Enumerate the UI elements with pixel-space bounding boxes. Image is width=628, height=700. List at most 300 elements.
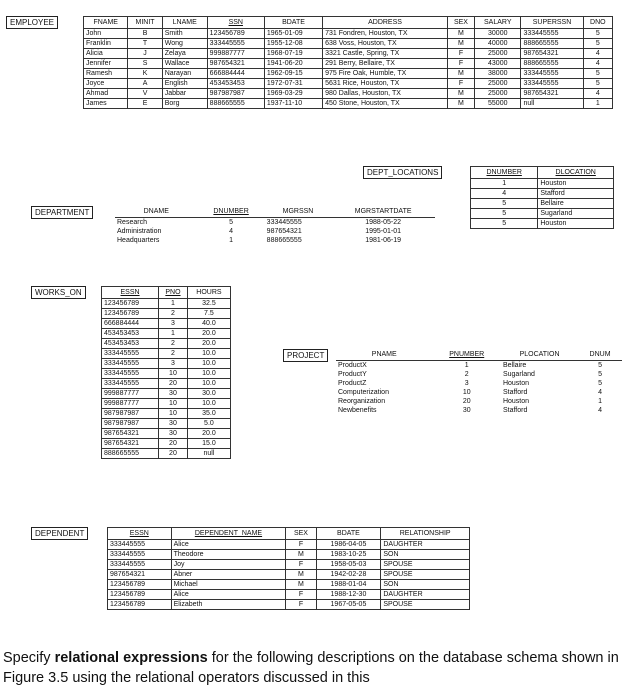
- table-cell: F: [447, 49, 474, 59]
- table-cell: Michael: [171, 580, 286, 590]
- table-cell: 20.0: [187, 429, 230, 439]
- col-header: DNO: [583, 17, 612, 29]
- table-cell: 5: [229, 219, 234, 226]
- table-row: [108, 540, 470, 550]
- col-header: BDATE: [316, 528, 381, 540]
- table-cell: James: [84, 99, 128, 109]
- table-cell: F: [286, 590, 316, 600]
- table-cell: Jennifer: [84, 59, 128, 69]
- works-on-label: WORKS_ON: [31, 286, 86, 299]
- table-cell: 1972-07-31: [264, 79, 322, 89]
- table-cell: 5: [598, 362, 602, 369]
- table-cell: Franklin: [84, 39, 128, 49]
- table-cell: M: [447, 99, 474, 109]
- table-cell: 333445555: [102, 349, 159, 359]
- table-cell: M: [447, 29, 474, 39]
- table-cell: S: [128, 59, 162, 69]
- department-header-row: [115, 206, 435, 218]
- table-cell: 1: [471, 179, 538, 189]
- table-row: [336, 388, 622, 397]
- table-cell: 40.0: [187, 319, 230, 329]
- table-cell: 5: [583, 29, 612, 39]
- table-cell: 987654321: [102, 439, 159, 449]
- table-cell: 20: [462, 398, 471, 405]
- col-header: DNUM: [578, 349, 622, 361]
- table-cell: Sugarland: [538, 209, 614, 219]
- table-cell: Jabbar: [162, 89, 207, 99]
- table-cell: 453453453: [102, 339, 159, 349]
- table-row: [471, 189, 614, 199]
- table-cell: Computerization: [338, 389, 389, 396]
- table-cell: 10.0: [187, 379, 230, 389]
- table-cell: Stafford: [538, 189, 614, 199]
- table-cell: Headquarters: [117, 237, 160, 244]
- table-row: [102, 309, 231, 319]
- table-cell: B: [128, 29, 162, 39]
- table-row: [102, 359, 231, 369]
- table-cell: 10.0: [187, 349, 230, 359]
- table-cell: Houston: [502, 398, 530, 405]
- table-row: [102, 429, 231, 439]
- table-cell: 1988-12-30: [316, 590, 381, 600]
- table-cell: 888665555: [102, 449, 159, 459]
- table-cell: John: [84, 29, 128, 39]
- table-cell: A: [128, 79, 162, 89]
- col-header: PLOCATION: [501, 349, 578, 361]
- table-cell: 5: [583, 79, 612, 89]
- table-row: [102, 419, 231, 429]
- table-cell: 10: [159, 399, 188, 409]
- table-cell: 999887777: [102, 399, 159, 409]
- table-cell: 987987987: [102, 419, 159, 429]
- table-cell: 1: [598, 398, 602, 405]
- employee-header-row: [84, 17, 613, 29]
- table-row: [84, 29, 613, 39]
- table-cell: 4: [583, 89, 612, 99]
- table-cell: 3321 Castle, Spring, TX: [323, 49, 448, 59]
- table-cell: 5: [583, 39, 612, 49]
- table-cell: 1981-06-19: [365, 237, 402, 244]
- table-cell: 25000: [475, 89, 521, 99]
- table-row: [336, 406, 622, 415]
- table-row: [471, 219, 614, 229]
- col-header: DNUMBER: [471, 167, 538, 179]
- table-cell: 333445555: [521, 69, 583, 79]
- table-cell: 4: [583, 49, 612, 59]
- table-cell: Stafford: [502, 407, 528, 414]
- table-cell: 30.0: [187, 389, 230, 399]
- table-cell: Bellaire: [538, 199, 614, 209]
- table-cell: 123456789: [108, 590, 172, 600]
- col-header: ADDRESS: [323, 17, 448, 29]
- table-cell: 3: [159, 359, 188, 369]
- table-cell: 35.0: [187, 409, 230, 419]
- table-cell: 638 Voss, Houston, TX: [323, 39, 448, 49]
- table-row: [108, 570, 470, 580]
- project-label: PROJECT: [283, 349, 328, 362]
- table-cell: 1965-01-09: [264, 29, 322, 39]
- table-row: [102, 329, 231, 339]
- table-cell: SON: [381, 550, 470, 560]
- table-cell: 30: [159, 389, 188, 399]
- col-header: DEPENDENT_NAME: [171, 528, 286, 540]
- table-cell: Borg: [162, 99, 207, 109]
- table-cell: 5.0: [187, 419, 230, 429]
- department-table: [115, 206, 435, 245]
- col-header: PNO: [159, 287, 188, 299]
- table-cell: 999887777: [102, 389, 159, 399]
- table-cell: 987654321: [207, 59, 264, 69]
- table-cell: Alicia: [84, 49, 128, 59]
- table-cell: Joy: [171, 560, 286, 570]
- table-cell: 888665555: [207, 99, 264, 109]
- table-cell: Houston: [538, 219, 614, 229]
- table-cell: Sugarland: [502, 371, 535, 378]
- table-cell: 333445555: [108, 540, 172, 550]
- col-header: ESSN: [102, 287, 159, 299]
- table-cell: 5: [471, 199, 538, 209]
- table-cell: 25000: [475, 79, 521, 89]
- table-cell: 1988-05-22: [365, 219, 402, 226]
- dependent-table: [107, 527, 470, 610]
- table-cell: 987654321: [266, 228, 302, 235]
- col-header: PNUMBER: [432, 349, 500, 361]
- table-cell: 1: [583, 99, 612, 109]
- table-cell: 4: [598, 389, 602, 396]
- table-cell: ProductZ: [338, 380, 367, 387]
- table-cell: SPOUSE: [381, 570, 470, 580]
- table-row: [102, 339, 231, 349]
- table-cell: 1986-04-05: [316, 540, 381, 550]
- table-cell: 5: [583, 69, 612, 79]
- table-cell: SON: [381, 580, 470, 590]
- table-cell: 666884444: [207, 69, 264, 79]
- table-cell: 10: [159, 369, 188, 379]
- table-cell: null: [187, 449, 230, 459]
- works-on-table: [101, 286, 231, 459]
- table-cell: M: [447, 39, 474, 49]
- table-cell: Smith: [162, 29, 207, 39]
- table-cell: Alice: [171, 540, 286, 550]
- table-cell: null: [521, 99, 583, 109]
- table-cell: 55000: [475, 99, 521, 109]
- table-cell: Elizabeth: [171, 600, 286, 610]
- project-table: [336, 349, 622, 415]
- table-row: [84, 99, 613, 109]
- table-cell: M: [286, 570, 316, 580]
- table-cell: 987654321: [521, 49, 583, 59]
- col-header: FNAME: [84, 17, 128, 29]
- table-cell: 7.5: [187, 309, 230, 319]
- table-row: [84, 39, 613, 49]
- table-row: [102, 319, 231, 329]
- table-cell: Wong: [162, 39, 207, 49]
- table-cell: T: [128, 39, 162, 49]
- table-row: [102, 369, 231, 379]
- col-header: SALARY: [475, 17, 521, 29]
- table-cell: 666884444: [102, 319, 159, 329]
- col-header: SUPERSSN: [521, 17, 583, 29]
- table-cell: 10.0: [187, 369, 230, 379]
- table-cell: 123456789: [102, 299, 159, 309]
- department-label: DEPARTMENT: [31, 206, 93, 219]
- table-row: [84, 89, 613, 99]
- table-cell: 20: [159, 449, 188, 459]
- col-header: DLOCATION: [538, 167, 614, 179]
- table-cell: 1969-03-29: [264, 89, 322, 99]
- table-cell: 10: [462, 389, 471, 396]
- table-cell: SPOUSE: [381, 560, 470, 570]
- table-cell: 123456789: [207, 29, 264, 39]
- table-cell: English: [162, 79, 207, 89]
- table-cell: 333445555: [102, 369, 159, 379]
- table-row: [102, 449, 231, 459]
- table-cell: M: [286, 550, 316, 560]
- table-cell: M: [286, 580, 316, 590]
- table-cell: 40000: [475, 39, 521, 49]
- table-row: [102, 389, 231, 399]
- table-row: [102, 439, 231, 449]
- table-cell: 38000: [475, 69, 521, 79]
- col-header: RELATIONSHIP: [381, 528, 470, 540]
- table-cell: 975 Fire Oak, Humble, TX: [323, 69, 448, 79]
- table-cell: Bellaire: [502, 362, 527, 369]
- table-cell: Theodore: [171, 550, 286, 560]
- table-cell: 3: [464, 380, 469, 387]
- col-header: DNAME: [115, 206, 197, 218]
- table-cell: 2: [464, 371, 469, 378]
- table-cell: V: [128, 89, 162, 99]
- table-cell: 30: [462, 407, 471, 414]
- table-row: [108, 550, 470, 560]
- table-cell: DAUGHTER: [381, 590, 470, 600]
- table-row: [108, 560, 470, 570]
- table-cell: Houston: [502, 380, 530, 387]
- table-cell: Narayan: [162, 69, 207, 79]
- table-cell: F: [447, 79, 474, 89]
- table-cell: 4: [598, 407, 602, 414]
- table-cell: 987987987: [102, 409, 159, 419]
- dependent-header-row: [108, 528, 470, 540]
- table-cell: 888665555: [521, 39, 583, 49]
- col-header: MINIT: [128, 17, 162, 29]
- table-cell: 1942-02-28: [316, 570, 381, 580]
- table-cell: 987654321: [521, 89, 583, 99]
- table-row: [102, 399, 231, 409]
- table-row: [102, 379, 231, 389]
- table-cell: 25000: [475, 49, 521, 59]
- table-cell: 333445555: [102, 379, 159, 389]
- table-cell: 5: [471, 219, 538, 229]
- table-cell: 1: [229, 237, 234, 244]
- table-cell: 15.0: [187, 439, 230, 449]
- col-header: SSN: [207, 17, 264, 29]
- dept-locations-header-row: [471, 167, 614, 179]
- table-cell: 1958-05-03: [316, 560, 381, 570]
- table-cell: 987987987: [207, 89, 264, 99]
- table-row: [84, 49, 613, 59]
- table-cell: E: [128, 99, 162, 109]
- table-cell: 1: [159, 299, 188, 309]
- table-cell: 1937-11-10: [264, 99, 322, 109]
- table-row: [471, 199, 614, 209]
- table-cell: 10.0: [187, 399, 230, 409]
- table-cell: J: [128, 49, 162, 59]
- project-header-row: [336, 349, 622, 361]
- table-cell: 450 Stone, Houston, TX: [323, 99, 448, 109]
- table-cell: 30: [159, 429, 188, 439]
- table-row: [115, 218, 435, 228]
- table-cell: 20.0: [187, 339, 230, 349]
- col-header: PNAME: [336, 349, 432, 361]
- table-cell: Houston: [538, 179, 614, 189]
- table-cell: 333445555: [108, 560, 172, 570]
- table-row: [102, 349, 231, 359]
- table-cell: F: [447, 59, 474, 69]
- table-cell: F: [286, 600, 316, 610]
- question-text: [3, 648, 623, 688]
- table-cell: 5: [598, 371, 602, 378]
- employee-table: [83, 16, 613, 109]
- table-cell: 32.5: [187, 299, 230, 309]
- table-cell: Zelaya: [162, 49, 207, 59]
- dependent-label: DEPENDENT: [31, 527, 88, 540]
- col-header: SEX: [447, 17, 474, 29]
- table-cell: 123456789: [102, 309, 159, 319]
- table-cell: 1: [159, 329, 188, 339]
- table-cell: 731 Fondren, Houston, TX: [323, 29, 448, 39]
- col-header: MGRSSN: [265, 206, 332, 218]
- table-cell: Abner: [171, 570, 286, 580]
- table-cell: 987654321: [102, 429, 159, 439]
- table-row: [102, 409, 231, 419]
- table-row: [102, 299, 231, 309]
- table-cell: 999887777: [207, 49, 264, 59]
- table-cell: 1995-01-01: [365, 228, 402, 235]
- question-bold: relational expressions: [54, 650, 208, 666]
- col-header: ESSN: [108, 528, 172, 540]
- table-row: [336, 397, 622, 406]
- table-cell: 333445555: [266, 219, 302, 226]
- works-on-header-row: [102, 287, 231, 299]
- table-cell: 2: [159, 349, 188, 359]
- table-cell: 291 Berry, Bellaire, TX: [323, 59, 448, 69]
- table-cell: Newbenefits: [338, 407, 377, 414]
- table-cell: 10.0: [187, 359, 230, 369]
- table-cell: 888665555: [521, 59, 583, 69]
- col-header: DNUMBER: [197, 206, 264, 218]
- table-cell: 5631 Rice, Houston, TX: [323, 79, 448, 89]
- table-cell: ProductY: [338, 371, 367, 378]
- table-cell: 5: [598, 380, 602, 387]
- table-cell: 333445555: [521, 29, 583, 39]
- table-row: [471, 179, 614, 189]
- table-cell: 2: [159, 309, 188, 319]
- table-cell: SPOUSE: [381, 600, 470, 610]
- table-cell: 20: [159, 379, 188, 389]
- table-cell: 888665555: [266, 237, 302, 244]
- table-row: [115, 236, 435, 245]
- table-cell: 1955-12-08: [264, 39, 322, 49]
- table-cell: Wallace: [162, 59, 207, 69]
- col-header: HOURS: [187, 287, 230, 299]
- col-header: MGRSTARTDATE: [331, 206, 435, 218]
- dept-locations-table: [470, 166, 614, 229]
- table-cell: F: [286, 540, 316, 550]
- table-cell: 333445555: [207, 39, 264, 49]
- table-cell: 1: [464, 362, 469, 369]
- table-row: [84, 79, 613, 89]
- table-cell: 123456789: [108, 600, 172, 610]
- dept-locations-label: DEPT_LOCATIONS: [363, 166, 442, 179]
- table-cell: F: [286, 560, 316, 570]
- table-cell: 5: [471, 209, 538, 219]
- table-cell: 333445555: [108, 550, 172, 560]
- employee-label: EMPLOYEE: [6, 16, 58, 29]
- table-cell: 453453453: [207, 79, 264, 89]
- table-cell: K: [128, 69, 162, 79]
- table-cell: 2: [159, 339, 188, 349]
- table-cell: 43000: [475, 59, 521, 69]
- table-row: [336, 370, 622, 379]
- table-cell: M: [447, 89, 474, 99]
- table-cell: Alice: [171, 590, 286, 600]
- table-cell: 3: [159, 319, 188, 329]
- table-cell: 1968-07-19: [264, 49, 322, 59]
- table-cell: Ramesh: [84, 69, 128, 79]
- col-header: BDATE: [264, 17, 322, 29]
- table-cell: 10: [159, 409, 188, 419]
- table-cell: Joyce: [84, 79, 128, 89]
- table-row: [84, 59, 613, 69]
- table-cell: 20: [159, 439, 188, 449]
- table-cell: 1941-06-20: [264, 59, 322, 69]
- col-header: SEX: [286, 528, 316, 540]
- question-part2: for the following descriptions on the database schema shown in Figure 3.5 using the relational operators discussed in this: [3, 650, 619, 686]
- table-cell: ProductX: [338, 362, 367, 369]
- table-cell: 980 Dallas, Houston, TX: [323, 89, 448, 99]
- table-cell: Ahmad: [84, 89, 128, 99]
- table-cell: 333445555: [102, 359, 159, 369]
- table-cell: 453453453: [102, 329, 159, 339]
- table-cell: 1967-05-05: [316, 600, 381, 610]
- table-cell: 1988-01-04: [316, 580, 381, 590]
- table-cell: 20.0: [187, 329, 230, 339]
- table-cell: Research: [117, 219, 147, 226]
- col-header: LNAME: [162, 17, 207, 29]
- question-part1: Specify: [3, 650, 55, 666]
- table-cell: 30: [159, 419, 188, 429]
- table-cell: Administration: [117, 228, 162, 235]
- table-row: [115, 227, 435, 236]
- table-row: [108, 580, 470, 590]
- table-cell: 4: [471, 189, 538, 199]
- table-row: [336, 379, 622, 388]
- table-cell: DAUGHTER: [381, 540, 470, 550]
- table-row: [336, 361, 622, 371]
- table-cell: 333445555: [521, 79, 583, 89]
- table-cell: 4: [583, 59, 612, 69]
- table-cell: 30000: [475, 29, 521, 39]
- table-row: [84, 69, 613, 79]
- table-row: [108, 590, 470, 600]
- table-cell: 4: [229, 228, 234, 235]
- table-cell: 1983-10-25: [316, 550, 381, 560]
- table-cell: 123456789: [108, 580, 172, 590]
- table-cell: 1962-09-15: [264, 69, 322, 79]
- table-cell: Stafford: [502, 389, 528, 396]
- table-cell: M: [447, 69, 474, 79]
